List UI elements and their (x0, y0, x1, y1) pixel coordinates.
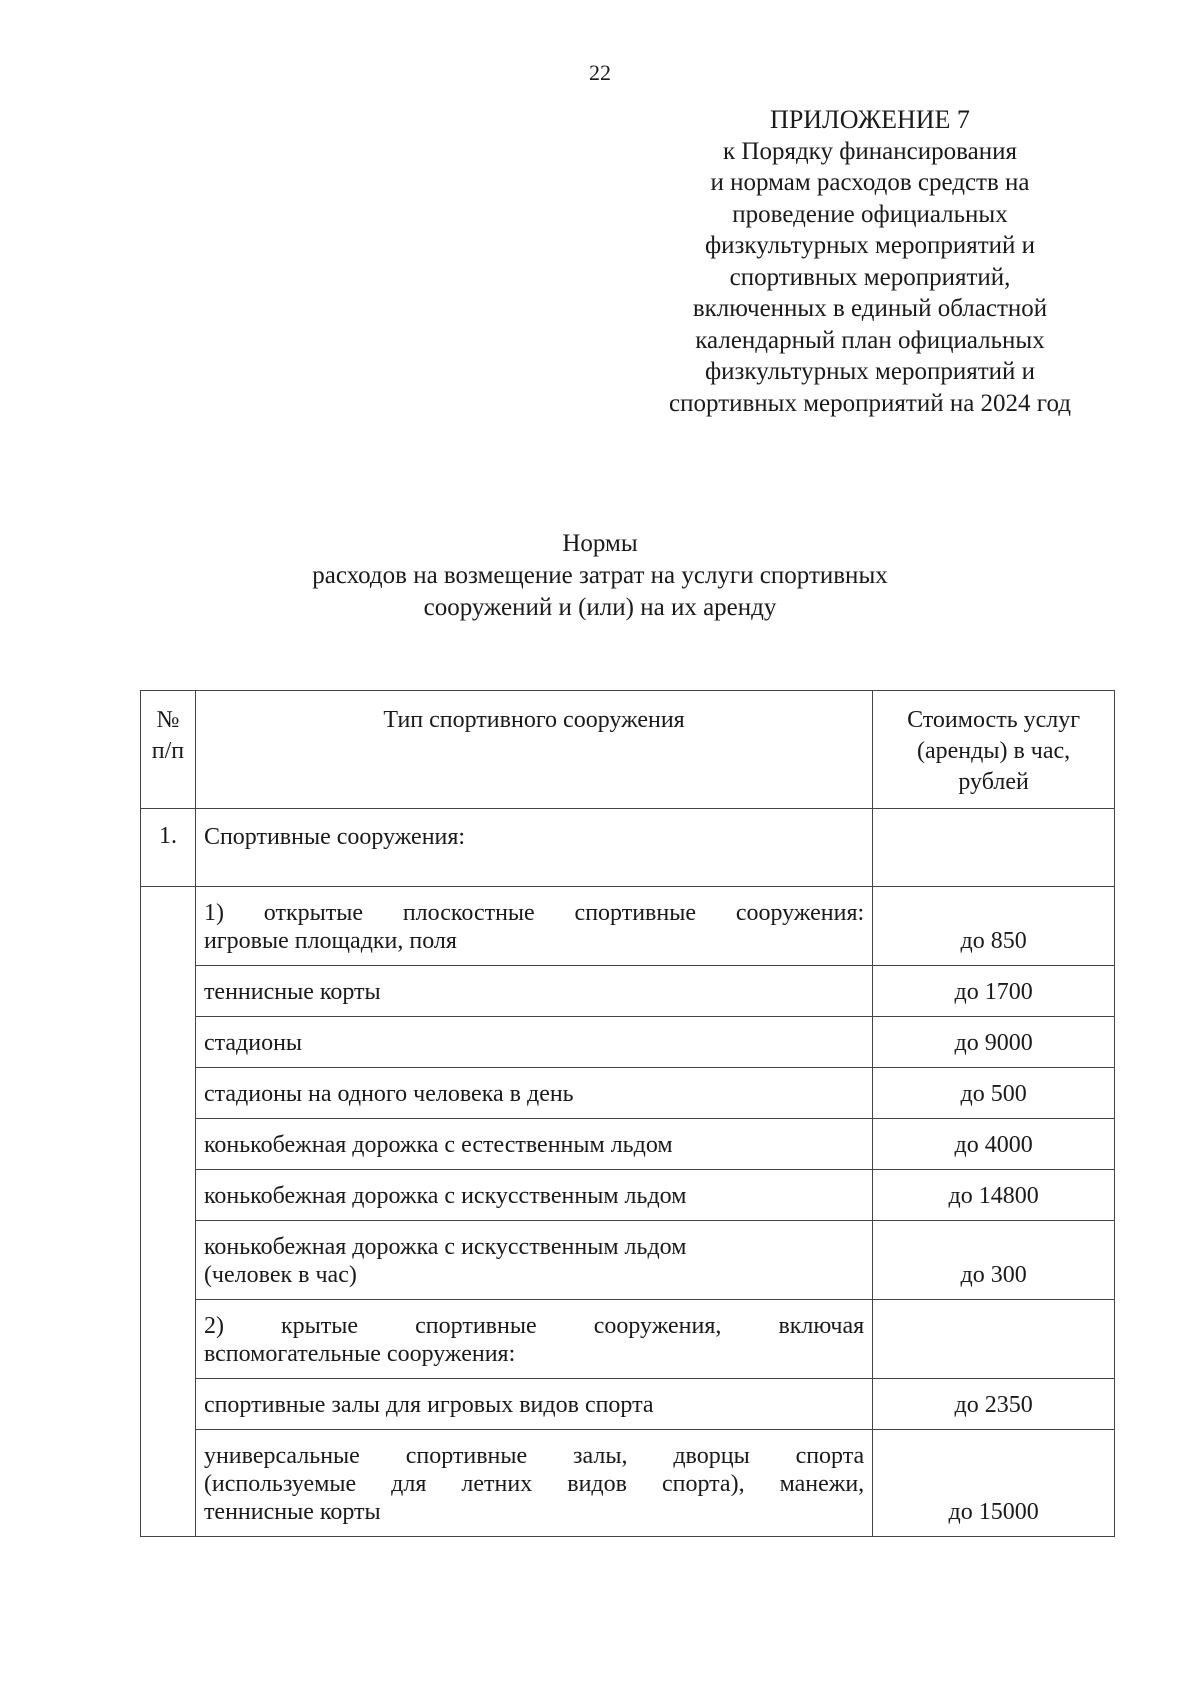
row-cost: до 850 (873, 887, 1115, 966)
row-type: спортивные залы для игровых видов спорта (195, 1379, 872, 1430)
appendix-line: физкультурных мероприятий и (704, 358, 1036, 385)
appendix-line: физкультурных мероприятий и (704, 232, 1036, 259)
table-row (141, 887, 1115, 966)
section-row (141, 809, 1115, 887)
row-type-line: 1) открытые плоскостные спортивные сооружения: (203, 900, 865, 926)
section-number: 1. (141, 809, 196, 887)
header-cost (873, 691, 1115, 809)
row-cost: до 300 (873, 1221, 1115, 1300)
row-type-line: вспомогательные сооружения: (203, 1341, 516, 1367)
row-type-line: теннисные корты (203, 1499, 381, 1525)
appendix-line: к Порядку финансирования (723, 137, 1017, 165)
table-row (141, 966, 1115, 1017)
table-row (141, 1430, 1115, 1537)
row-type: стадионы на одного человека в день (195, 1068, 872, 1119)
table-row (141, 1300, 1115, 1379)
row-type: конькобежная дорожка с естественным льдом (195, 1119, 872, 1170)
row-cost: до 500 (873, 1068, 1115, 1119)
header-number-line: п/п (151, 738, 185, 764)
row-cost (873, 1300, 1115, 1379)
table-row (141, 1068, 1115, 1119)
header-cost-line: рублей (958, 769, 1029, 795)
appendix-line: включенных в единый областной (692, 295, 1048, 322)
row-cost: до 15000 (873, 1430, 1115, 1537)
title-line: сооружений и (или) на их аренду (423, 594, 777, 621)
appendix-line: спортивных мероприятий на 2024 год (669, 389, 1071, 417)
row-type-line: (человек в час) (203, 1262, 357, 1288)
header-type (195, 691, 872, 809)
appendix-line: проведение официальных (732, 200, 1008, 228)
page-number: 22 (589, 60, 611, 85)
row-cost: до 4000 (873, 1119, 1115, 1170)
appendix-heading: ПРИЛОЖЕНИЕ 7 (770, 105, 970, 134)
row-type: теннисные корты (195, 966, 872, 1017)
row-type (195, 887, 872, 966)
row-type-line: 2) крытые спортивные сооружения, включая (203, 1313, 865, 1339)
header-number (141, 691, 196, 809)
table-header-row (141, 691, 1115, 809)
appendix-block (640, 104, 1100, 419)
row-type-line: конькобежная дорожка с искусственным льдом (203, 1234, 687, 1260)
appendix-line: и нормам расходов средств на (710, 169, 1030, 196)
row-type (195, 1430, 872, 1537)
table-row (141, 1379, 1115, 1430)
header-number-line: № (156, 707, 180, 733)
document-title (250, 528, 950, 624)
row-type-line: (используемые для летних видов спорта), манежи, (203, 1471, 865, 1497)
table-row (141, 1221, 1115, 1300)
header-cost-line: Стоимость услуг (907, 707, 1081, 733)
title-line: расходов на возмещение затрат на услуги спортивных (312, 562, 888, 589)
appendix-line: спортивных мероприятий, (729, 263, 1011, 291)
row-type-line: универсальные спортивные залы, дворцы спорта (203, 1443, 865, 1469)
row-type-line: игровые площадки, поля (203, 928, 457, 954)
norms-table (140, 690, 1115, 1537)
table-row (141, 1119, 1115, 1170)
table-row (141, 1170, 1115, 1221)
row-type (195, 1221, 872, 1300)
header-cost-line: (аренды) в час, (917, 738, 1071, 764)
appendix-line: календарный план официальных (695, 326, 1045, 354)
row-type: конькобежная дорожка с искусственным льдом (195, 1170, 872, 1221)
row-type: стадионы (195, 1017, 872, 1068)
table-row (141, 1017, 1115, 1068)
header-type-label: Тип спортивного сооружения (383, 707, 685, 733)
row-cost: до 1700 (873, 966, 1115, 1017)
section-label: Спортивные сооружения: (195, 809, 872, 887)
row-cost: до 14800 (873, 1170, 1115, 1221)
row-number-empty (141, 887, 196, 1537)
row-type (195, 1300, 872, 1379)
row-cost: до 2350 (873, 1379, 1115, 1430)
row-cost: до 9000 (873, 1017, 1115, 1068)
section-cost (873, 809, 1115, 887)
title-line: Нормы (562, 530, 638, 557)
